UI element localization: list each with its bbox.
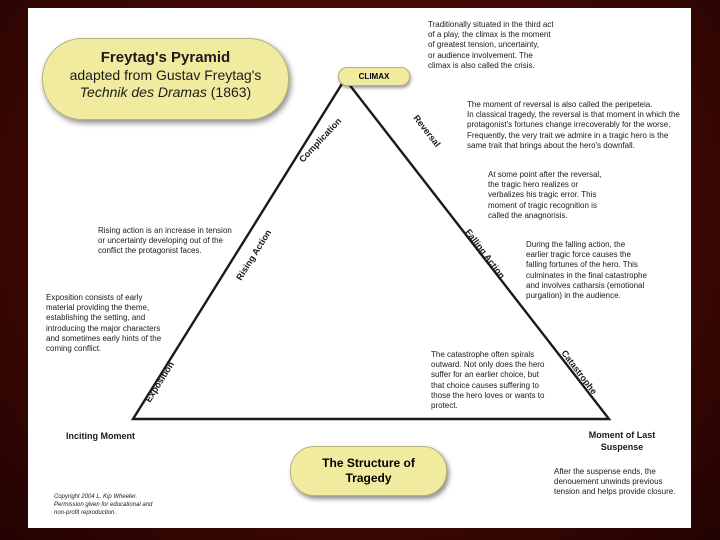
note-catastrophe: The catastrophe often spirals outward. Not only does the hero suffer for an earlier choice, but that choice causes suffering to those the hero loves or wants to protect. — [431, 350, 545, 411]
side-label-reversal: Reversal — [411, 113, 443, 149]
title-subtitle: adapted from Gustav Freytag's — [69, 67, 262, 83]
note-rising-action: Rising action is an increase in tension or uncertainty developing out of the conflict the protagonist faces. — [98, 226, 232, 256]
title-main: Freytag's Pyramid — [100, 49, 231, 66]
side-label-falling-action: Falling Action — [463, 227, 507, 281]
title-badge — [42, 38, 289, 120]
note-exposition: Exposition consists of early material providing the theme, establishing the setting, and introducing the major characters and sometimes early hints of the coming conflict. — [46, 293, 162, 354]
endpoint-inciting-moment: Inciting Moment — [66, 431, 135, 441]
endpoint-last-suspense: Moment of Last Suspense — [588, 430, 656, 452]
note-reversal: The moment of reversal is also called the peripeteia. In classical tragedy, the reversal is that moment in which the protagonist's fortunes change irrecoverably for the worse. Frequently, the very trait we admire in a tragic hero is the same trait that brings about the hero's downfall. — [467, 100, 680, 150]
climax-badge: CLIMAX — [338, 67, 410, 86]
structure-badge: The Structure of Tragedy — [290, 446, 447, 496]
note-anagnorisis: At some point after the reversal, the tragic hero realizes or verbalizes his tragic error. This moment of tragic recognition is called the anagnorisis. — [488, 170, 602, 220]
side-label-exposition: Exposition — [143, 359, 177, 405]
copyright-notice: Copyright 2004 L. Kip Wheeler. Permission given for educational and non-profit reproduction. — [54, 494, 153, 516]
note-falling-action: During the falling action, the earlier tragic force causes the falling fortunes of the hero. This culminates in the final catastrophe and involves catharsis (emotional purgation) in the audience. — [526, 240, 647, 301]
side-label-complication: Complication — [297, 115, 344, 165]
note-climax: Traditionally situated in the third act of a play, the climax is the moment of greatest tension, uncertainty, or audience involvement. The climax is also called the crisis. — [428, 20, 554, 70]
side-label-catastrophe: Catastrophe — [559, 348, 599, 397]
slide-canvas — [28, 8, 691, 528]
title-source: Technik des Dramas (1863) — [79, 84, 252, 100]
side-label-rising-action: Rising Action — [234, 227, 274, 283]
note-denouement: After the suspense ends, the denouement unwinds previous tension and helps provide closure. — [554, 467, 676, 497]
